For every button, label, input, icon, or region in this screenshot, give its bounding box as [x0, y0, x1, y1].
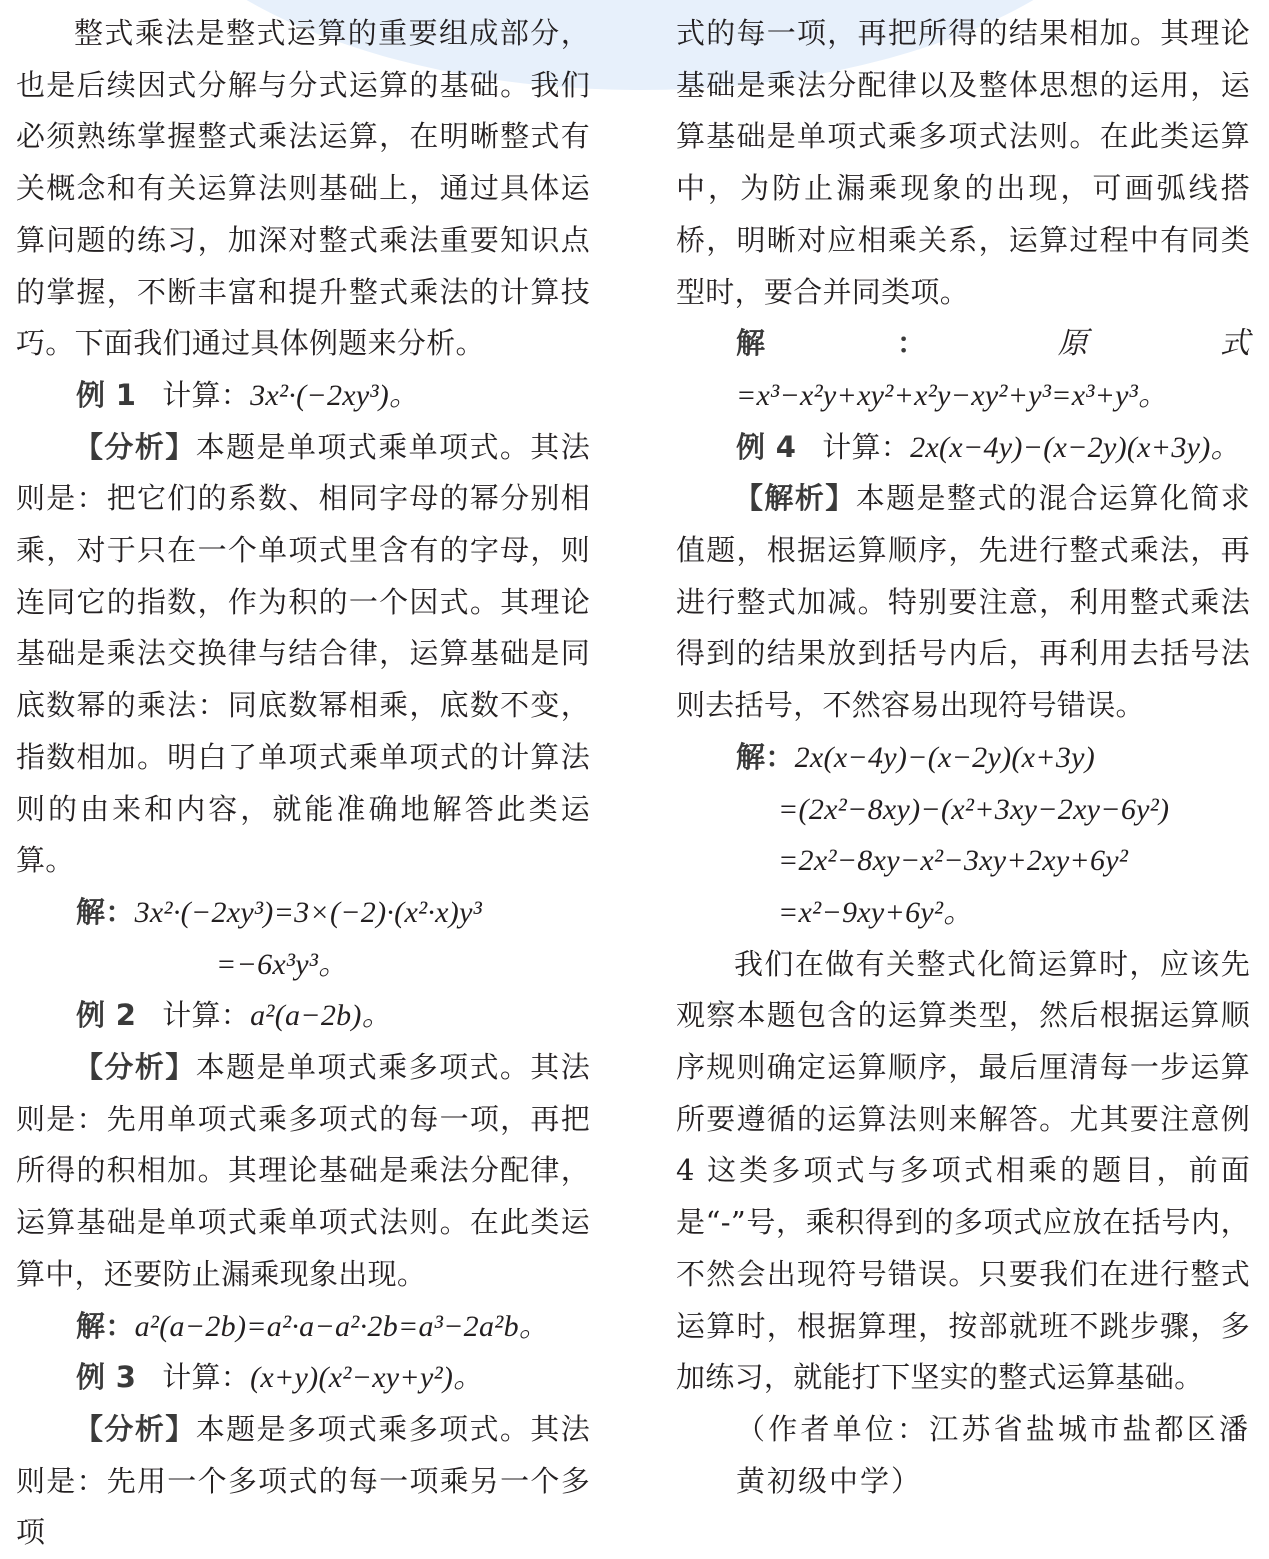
analysis-tag: 【分析】: [74, 1050, 196, 1085]
example-2-solution: 解：a²(a−2b)=a²·a−a²·2b=a³−2a²b。: [76, 1308, 550, 1343]
example-1-solution-line-2: =−6x³y³。: [216, 947, 349, 981]
example-3-analysis: 【分析】本题是多项式乘多项式。其法则是：先用一个多项式的每一项乘另一个多项: [16, 1411, 591, 1550]
example-1-expression: 3x²·(−2xy³)。: [250, 378, 420, 412]
analysis-tag: 【分析】: [74, 1411, 196, 1446]
example-2-heading: [16, 990, 590, 1042]
example-1-heading: [16, 370, 590, 422]
example-3-heading: [16, 1352, 590, 1404]
solution-label: 解：: [736, 326, 1058, 361]
example-3-label: 例 3: [76, 1360, 137, 1395]
conclusion-paragraph: 我们在做有关整式化简运算时，应该先观察本题包含的运算类型，然后根据运算顺序规则确定运算顺序，最后厘清每一步运算所要遵循的运算法则来解答。尤其要注意例 4 这类多项式与多项式相乘的题目，前面是“-”号，乘积得到的多项式应放在括号内，不然会出现符号错误。只要我们在进行整式运算时，根据算理，按部就班不跳步骤，多加练习，就能打下坚实的整式运算基础。: [676, 946, 1250, 1395]
example-2-label: 例 2: [76, 998, 137, 1033]
example-4-analysis: 【解析】本题是整式的混合运算化简求值题，根据运算顺序，先进行整式乘法，再进行整式加减。特别要注意，利用整式乘法得到的结果放到括号内后，再利用去括号法则去括号，不然容易出现符号错误。: [676, 481, 1251, 723]
author-affiliation: （作者单位：江苏省盐城市盐都区潘黄初级中学）: [736, 1411, 1250, 1498]
example-3-analysis-continued: 式的每一项，再把所得的结果相加。其理论基础是乘法分配律以及整体思想的运用，运算基础是单项式乘多项式法则。在此类运算中，为防止漏乘现象的出现，可画弧线搭桥，明晰对应相乘关系，运算过程中有同类型时，要合并同类项。: [676, 16, 1250, 309]
example-1-analysis: 【分析】本题是单项式乘单项式。其法则是：把它们的系数、相同字母的幂分别相乘，对于只在一个单项式里含有的字母，则连同它的指数，作为积的一个因式。其理论基础是乘法交换律与结合律，运算基础是同底数幂的乘法：同底数幂相乘，底数不变，指数相加。明白了单项式乘单项式的计算法则的由来和内容，就能准确地解答此类运算。: [16, 429, 591, 878]
example-1-prompt: 计算：: [162, 377, 251, 412]
example-1-solution-line-1: 解：3x²·(−2xy³)=3×(−2)·(x²·x)y³: [76, 894, 482, 929]
solution-label: 解：: [736, 739, 795, 774]
example-4-label: 例 4: [736, 429, 797, 464]
example-2-analysis: 【分析】本题是单项式乘多项式。其法则是：先用单项式乘多项式的每一项，再把所得的积相加。其理论基础是乘法分配律，运算基础是单项式乘单项式法则。在此类运算中，还要防止漏乘现象出现。: [16, 1050, 591, 1291]
analysis-tag: 【分析】: [74, 429, 196, 464]
intro-paragraph: 整式乘法是整式运算的重要组成部分，也是后续因式分解与分式运算的基础。我们必须熟练掌握整式乘法运算，在明晰整式有关概念和有关运算法则基础上，通过具体运算问题的练习，加深对整式乘法重要知识点的掌握，不断丰富和提升整式乘法的计算技巧。下面我们通过具体例题来分析。: [16, 16, 590, 361]
example-2-prompt: 计算：: [162, 998, 251, 1033]
example-3-prompt: 计算：: [162, 1360, 251, 1395]
example-4-prompt: 计算：: [822, 429, 911, 464]
example-4-solution-line-4: =x²−9xy+6y²。: [778, 895, 974, 929]
example-3-expression: (x+y)(x²−xy+y²)。: [250, 1361, 484, 1395]
right-column: [676, 8, 1250, 1507]
example-3-solution: 解：原式=x³−x²y+xy²+x²y−xy²+y³=x³+y³。: [736, 326, 1250, 412]
solution-label: 解：: [76, 1308, 135, 1343]
example-2-expression: a²(a−2b)。: [250, 999, 393, 1033]
left-column: [16, 8, 590, 1559]
example-4-expression: 2x(x−4y)−(x−2y)(x+3y)。: [910, 430, 1241, 464]
solution-label: 解：: [76, 894, 135, 929]
jiexi-tag: 【解析】: [734, 481, 856, 516]
example-4-heading: [676, 422, 1250, 474]
example-4-solution-line-2: =(2x²−8xy)−(x²+3xy−2xy−6y²): [778, 792, 1170, 826]
example-1-label: 例 1: [76, 377, 137, 412]
example-4-solution-line-3: =2x²−8xy−x²−3xy+2xy+6y²: [778, 844, 1129, 878]
example-4-solution-line-1: 解：2x(x−4y)−(x−2y)(x+3y): [736, 739, 1096, 774]
